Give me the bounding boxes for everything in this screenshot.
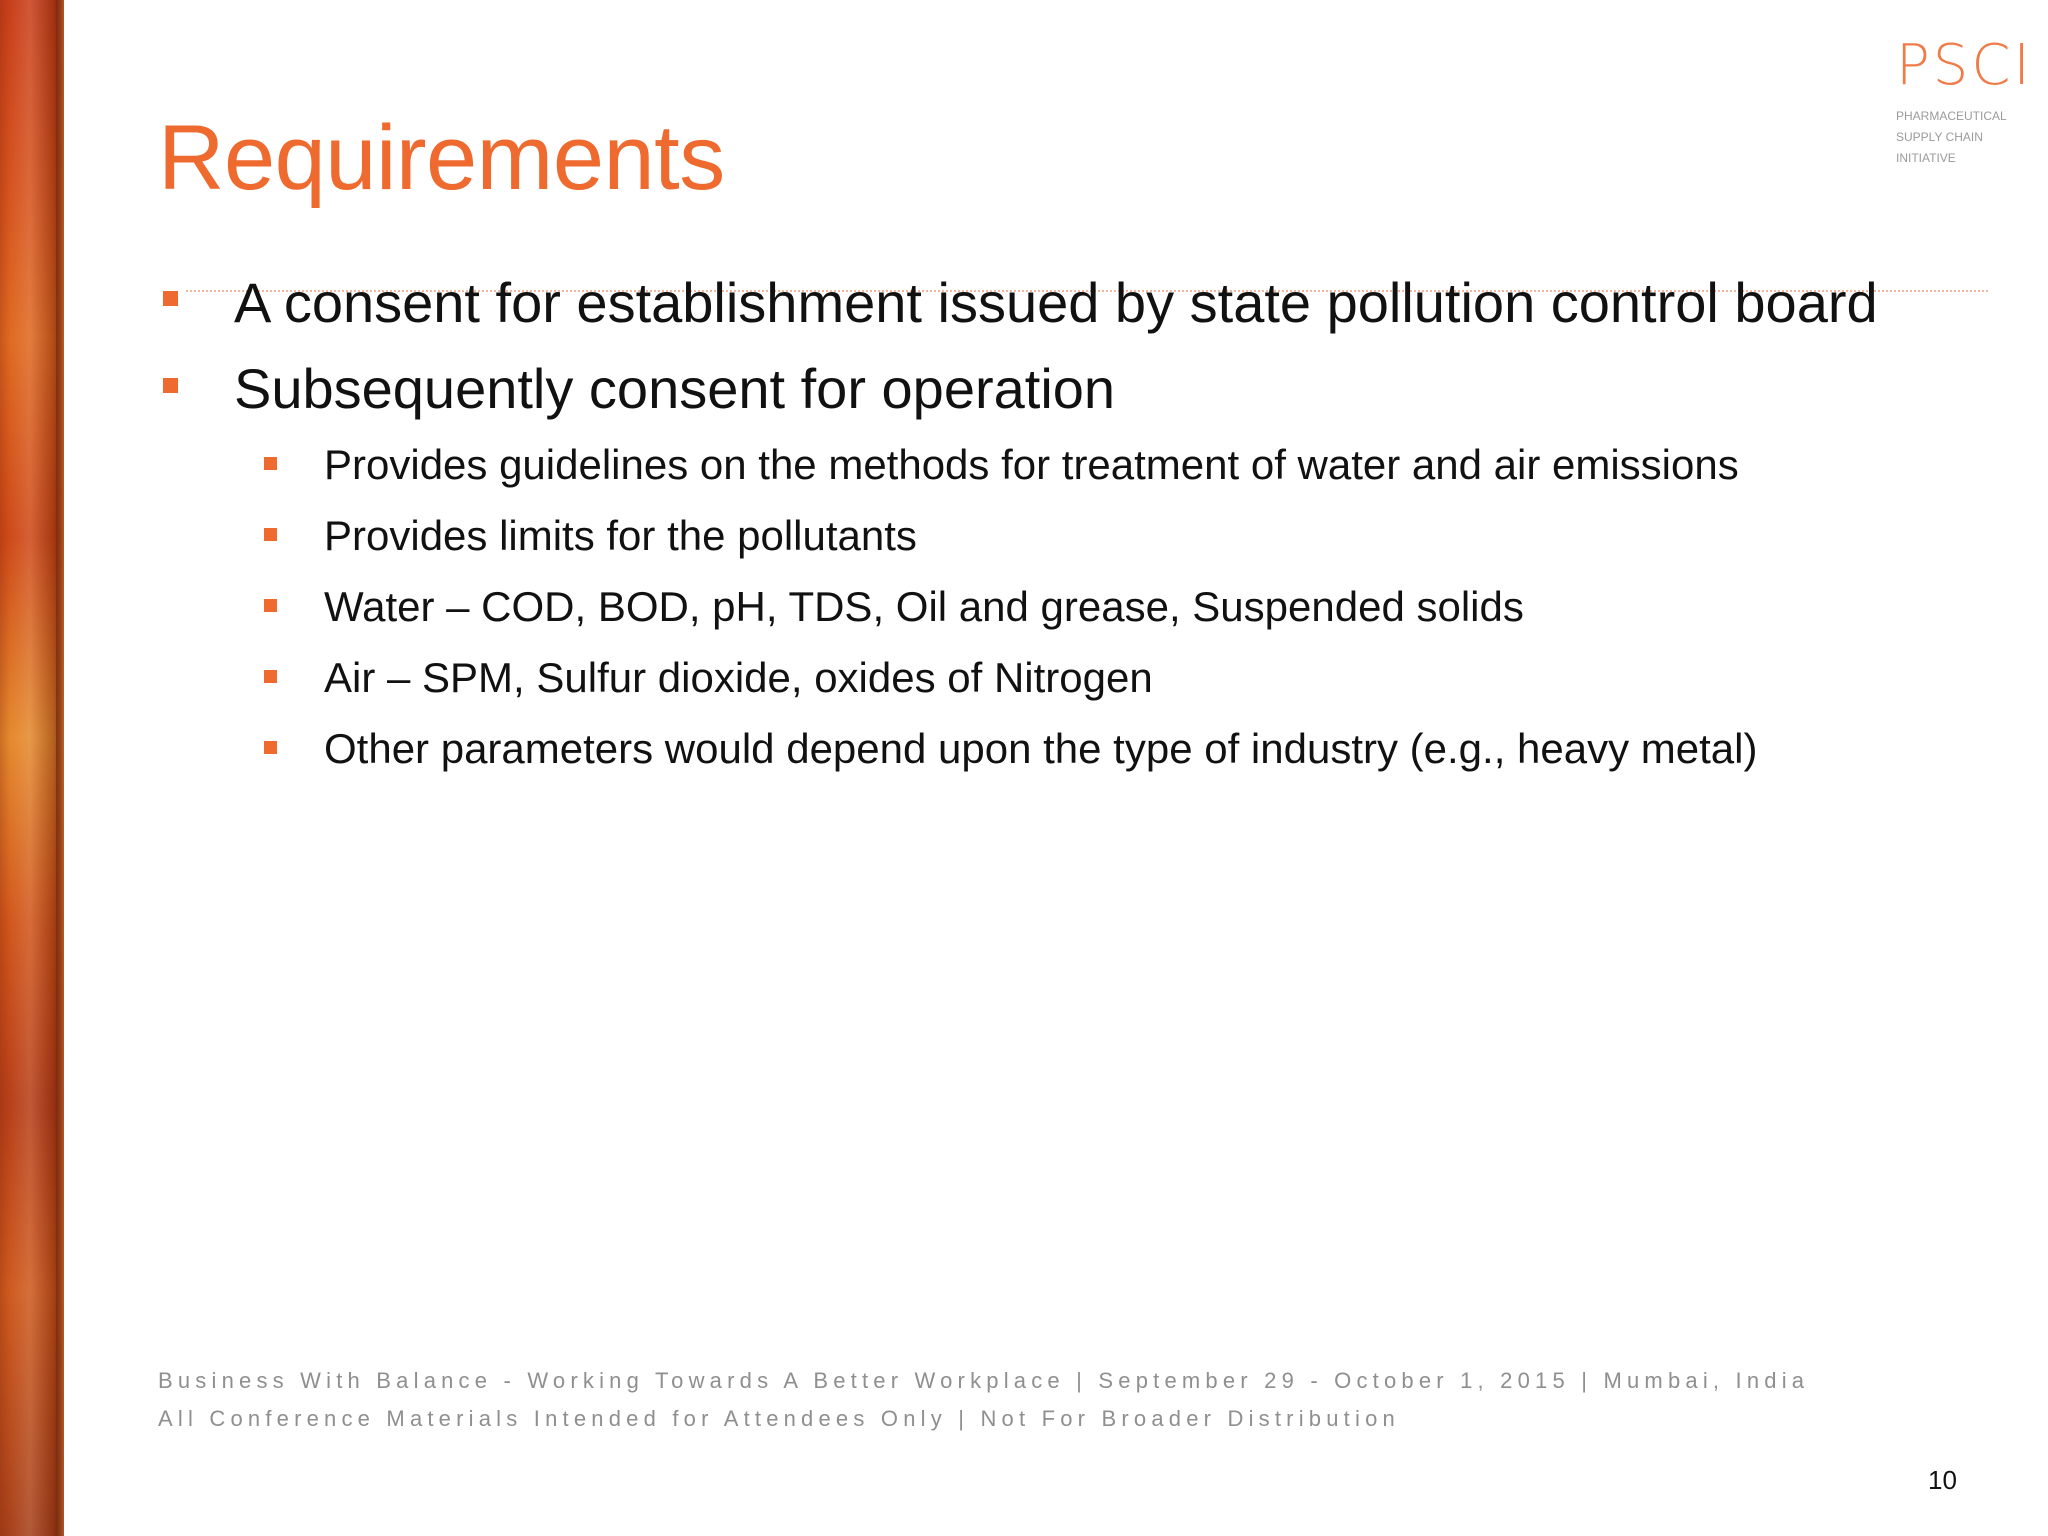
footer-line-2: All Conference Materials Intended for Attendees Only | Not For Broader Distribution: [158, 1406, 1400, 1431]
bullet-item: A consent for establishment issued by state pollution control board: [234, 271, 1878, 334]
bullet-item: Subsequently consent for operation: [234, 357, 1116, 420]
bullet-square-icon: [264, 457, 277, 470]
sub-bullet-item: Provides limits for the pollutants: [324, 512, 917, 559]
sub-bullet-item: Air – SPM, Sulfur dioxide, oxides of Nitrogen: [324, 654, 1153, 701]
bullet-square-icon: [264, 670, 277, 683]
page-number: 10: [1928, 1465, 1957, 1495]
bullet-square-icon: [264, 599, 277, 612]
sub-bullet-item: Water – COD, BOD, pH, TDS, Oil and grease, Suspended solids: [324, 583, 1524, 630]
logo-subtitle-line: INITIATIVE: [1896, 151, 1956, 165]
sub-bullet-item: Other parameters would depend upon the type of industry (e.g., heavy metal): [324, 725, 1758, 772]
slide-title: Requirements: [158, 107, 725, 209]
bullet-square-icon: [264, 528, 277, 541]
logo-subtitle-line: SUPPLY CHAIN: [1896, 130, 1983, 144]
logo-subtitle-line: PHARMACEUTICAL: [1896, 109, 2007, 123]
bullet-square-icon: [264, 741, 277, 754]
sub-bullet-item: Provides guidelines on the methods for treatment of water and air emissions: [324, 441, 1739, 488]
logo-mark: PSCI: [1896, 33, 2033, 98]
bullet-square-icon: [163, 378, 178, 393]
bullet-square-icon: [163, 291, 178, 306]
footer-line-1: Business With Balance - Working Towards A Better Workplace | September 29 - October 1, 2015 | Mumbai, India: [158, 1368, 1810, 1393]
